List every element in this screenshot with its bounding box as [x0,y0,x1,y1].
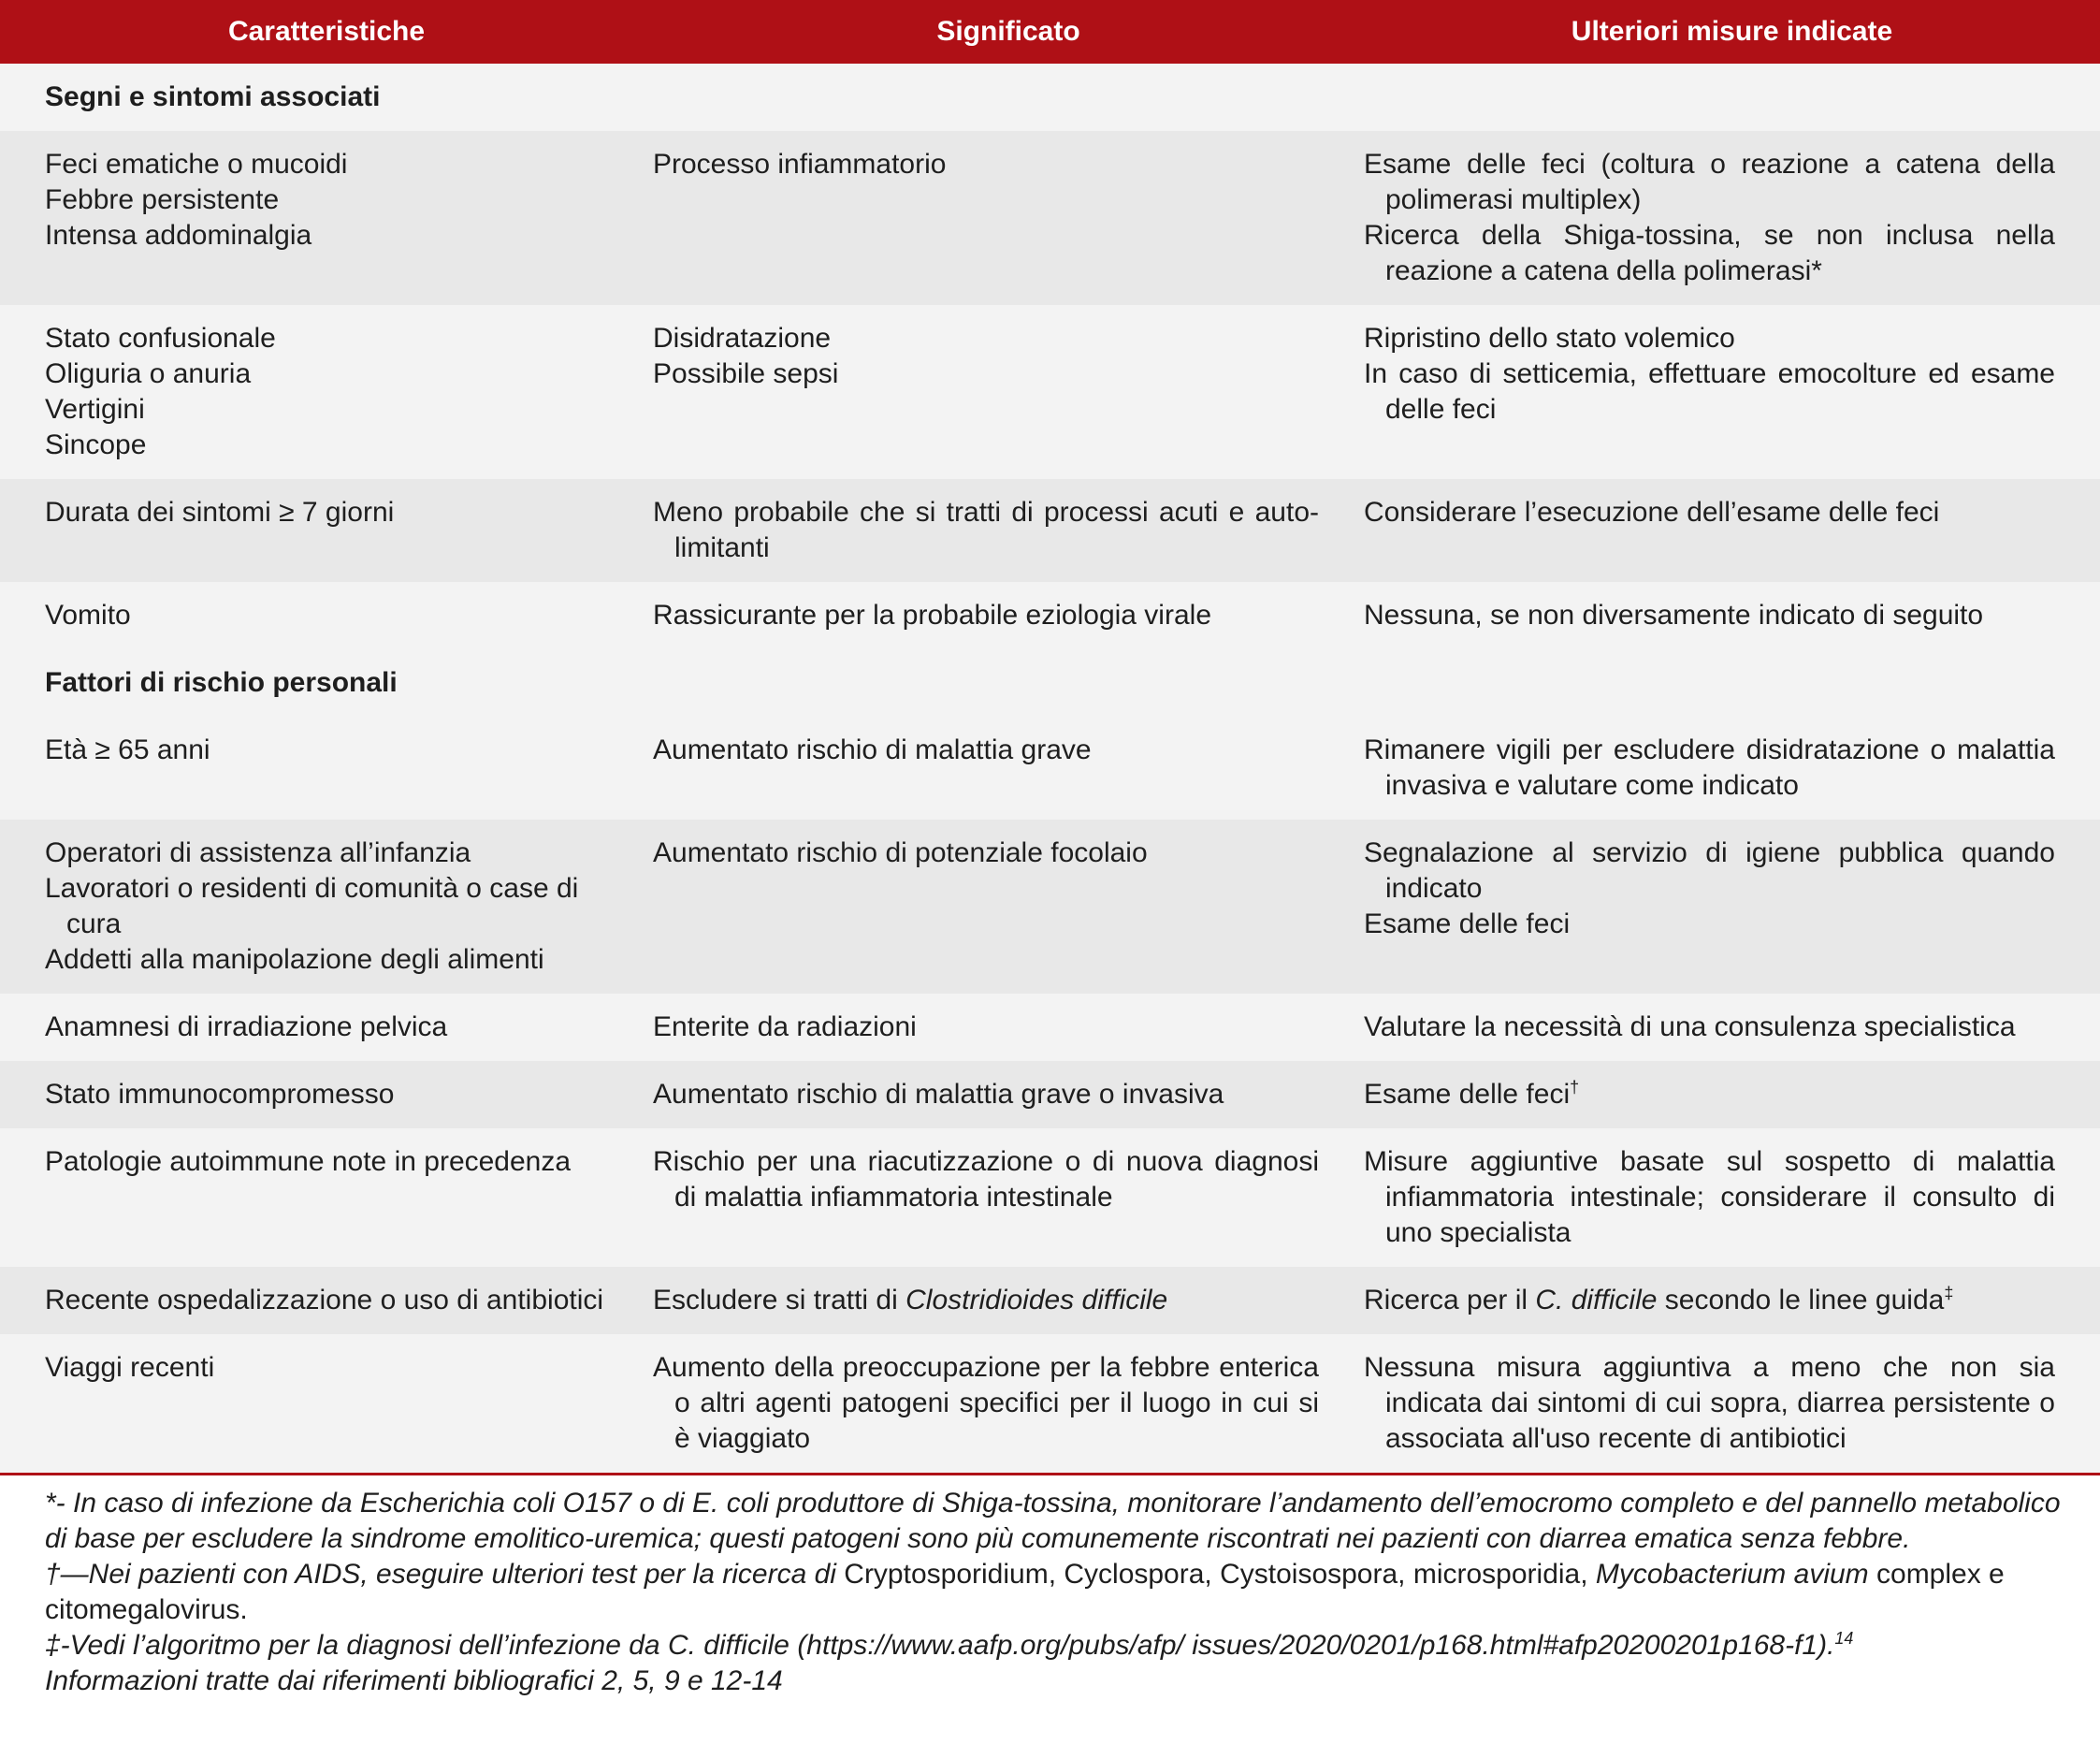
header-significato: Significato [653,0,1364,64]
footnote-upright-text: Cryptosporidium, Cyclospora, Cystoisospora, microsporidia, [844,1559,1596,1590]
table-row [0,305,2100,479]
cell-line: Aumento della preoccupazione per la febbre enterica o altri agenti patogeni specifici per il luogo in cui si è viaggiato [653,1352,1319,1454]
section-row-segni [0,64,2100,131]
cell-line: Recente ospedalizzazione o uso di antibiotici [45,1285,604,1315]
cell-line: Rischio per una riacutizzazione o di nuova diagnosi di malattia infiammatoria intestinale [653,1146,1319,1213]
cell-significato [653,479,1364,582]
footnote-1: *- In caso di infezione da Escherichia coli O157 o di E. coli produttore di Shiga-tossina, monitorare l’andamento dell’emocromo completo e del pannello metabolico di base per escludere la sindrome emolitico-uremica; questi patogeni sono più comunemente riscontrati nei pazienti con diarrea ematica senza febbre. [45,1488,2061,1554]
cell-significato [653,305,1364,479]
cell-text: Ricerca per il [1364,1285,1536,1315]
cell-misure [1364,1128,2100,1267]
cell-line: Possibile sepsi [653,358,839,389]
cell-caratteristiche [0,820,653,994]
cell-caratteristiche [0,479,653,582]
table-row [0,582,2100,649]
cell-line [653,1283,1319,1318]
cell-caratteristiche [0,994,653,1061]
cell-misure [1364,820,2100,994]
cell-line: In caso di setticemia, effettuare emocolture ed esame delle feci [1364,358,2055,425]
header-ulteriori-misure: Ulteriori misure indicate [1364,0,2100,64]
cell-italic-text: C. difficile [1535,1285,1658,1315]
footnote-mark-dagger: † [1570,1078,1580,1097]
cell-line [1364,1283,2055,1318]
cell-misure [1364,1267,2100,1334]
cell-line: Disidratazione [653,323,832,354]
table-row [0,1267,2100,1334]
footnote-2 [45,1557,2081,1628]
cell-misure [1364,994,2100,1061]
cell-line: Enterite da radiazioni [653,1011,917,1042]
cell-caratteristiche [0,1267,653,1334]
section-title: Segni e sintomi associati [0,64,2100,131]
footnotes [45,1486,2081,1699]
cell-line: Rassicurante per la probabile eziologia virale [653,600,1211,631]
footnote-upright-text: complex e citomegalovirus. [45,1559,2005,1625]
footnote-reference: 14 [1834,1629,1854,1648]
cell-misure [1364,479,2100,582]
cell-misure [1364,1061,2100,1128]
cell-line: Valutare la necessità di una consulenza specialistica [1364,1011,2016,1042]
cell-caratteristiche [0,582,653,649]
cell-line: Considerare l’esecuzione dell’esame delle feci [1364,497,1940,528]
section-row-fattori [0,649,2100,717]
cell-line: Aumentato rischio di potenziale focolaio [653,837,1148,868]
cell-text: Escludere si tratti di [653,1285,906,1315]
cell-line: Febbre persistente [45,184,280,215]
cell-line: Nessuna misura aggiuntiva a meno che non sia indicata dai sintomi di cui sopra, diarrea persistente o associata all'uso recente di antibiotici [1364,1352,2055,1454]
cell-line: Durata dei sintomi ≥ 7 giorni [45,497,395,528]
cell-caratteristiche [0,305,653,479]
cell-caratteristiche [0,1061,653,1128]
cell-significato [653,1061,1364,1128]
footnote-mark-double-dagger: ‡ [1944,1284,1954,1302]
cell-italic-text: Clostridioides difficile [905,1285,1168,1315]
cell-significato [653,1267,1364,1334]
cell-misure [1364,1334,2100,1473]
cell-line [1364,1077,2055,1112]
cell-caratteristiche [0,131,653,305]
cell-significato [653,131,1364,305]
cell-line: Viaggi recenti [45,1352,215,1383]
cell-significato [653,1334,1364,1473]
cell-line: Misure aggiuntive basate sul sospetto di malattia infiammatoria intestinale; considerare il consulto di uno specialista [1364,1146,2055,1248]
cell-line: Segnalazione al servizio di igiene pubblica quando indicato [1364,837,2055,904]
cell-text: secondo le linee guida [1657,1285,1945,1315]
footnote-italic-text: Mycobacterium avium [1595,1559,1869,1590]
cell-line: Nessuna, se non diversamente indicato di seguito [1364,600,1984,631]
cell-caratteristiche [0,1334,653,1473]
cell-line: Età ≥ 65 anni [45,734,210,765]
cell-line: Stato immunocompromesso [45,1079,395,1110]
cell-line: Ricerca della Shiga-tossina, se non inclusa nella reazione a catena della polimerasi* [1364,220,2055,286]
table-bottom-rule [0,1473,2100,1475]
footnote-text: ‡-Vedi l’algoritmo per la diagnosi dell’infezione da C. difficile (https://www.aafp.org/pubs/afp/ issues/2020/0201/p168.html#afp20200201p168-f1). [45,1630,1835,1661]
cell-line: Anamnesi di irradiazione pelvica [45,1011,448,1042]
cell-line: Aumentato rischio di malattia grave o invasiva [653,1079,1224,1110]
footnote-3 [45,1628,2081,1664]
cell-significato [653,994,1364,1061]
cell-significato [653,1128,1364,1267]
cell-line: Feci ematiche o mucoidi [45,149,348,180]
table-row [0,994,2100,1061]
cell-significato [653,820,1364,994]
cell-line: Patologie autoimmune note in precedenza [45,1146,572,1177]
table-row [0,820,2100,994]
cell-line: Intensa addominalgia [45,220,312,251]
cell-line: Meno probabile che si tratti di processi acuti e auto-limitanti [653,497,1319,563]
cell-line: Operatori di assistenza all’infanzia [45,837,471,868]
cell-caratteristiche [0,717,653,820]
cell-text: Esame delle feci [1364,1079,1571,1110]
cell-misure [1364,717,2100,820]
table-row [0,1061,2100,1128]
table-row [0,479,2100,582]
table-row [0,717,2100,820]
cell-line: Vomito [45,600,131,631]
cell-line: Sincope [45,429,147,460]
cell-line: Lavoratori o residenti di comunità o case di cura [45,873,579,939]
footnote-text: †—Nei pazienti con AIDS, eseguire ulteriori test per la ricerca di [45,1559,845,1590]
cell-line: Processo infiammatorio [653,149,947,180]
cell-line: Stato confusionale [45,323,276,354]
cell-line: Esame delle feci [1364,908,1571,939]
cell-significato [653,582,1364,649]
section-title: Fattori di rischio personali [0,649,2100,717]
header-caratteristiche: Caratteristiche [0,0,653,64]
cell-line: Addetti alla manipolazione degli alimenti [45,944,544,975]
cell-line: Ripristino dello stato volemico [1364,323,1735,354]
cell-line: Aumentato rischio di malattia grave [653,734,1092,765]
cell-misure [1364,305,2100,479]
table-row [0,1128,2100,1267]
cell-significato [653,717,1364,820]
cell-line: Rimanere vigili per escludere disidratazione o malattia invasiva e valutare come indicato [1364,734,2055,801]
cell-misure [1364,582,2100,649]
cell-misure [1364,131,2100,305]
table-row [0,1334,2100,1473]
cell-line: Oliguria o anuria [45,358,252,389]
cell-line: Vertigini [45,394,145,425]
footnote-sources: Informazioni tratte dai riferimenti bibliografici 2, 5, 9 e 12-14 [45,1665,783,1696]
table-header [0,0,2100,64]
table-row [0,131,2100,305]
cell-caratteristiche [0,1128,653,1267]
cell-line: Esame delle feci (coltura o reazione a catena della polimerasi multiplex) [1364,149,2055,215]
